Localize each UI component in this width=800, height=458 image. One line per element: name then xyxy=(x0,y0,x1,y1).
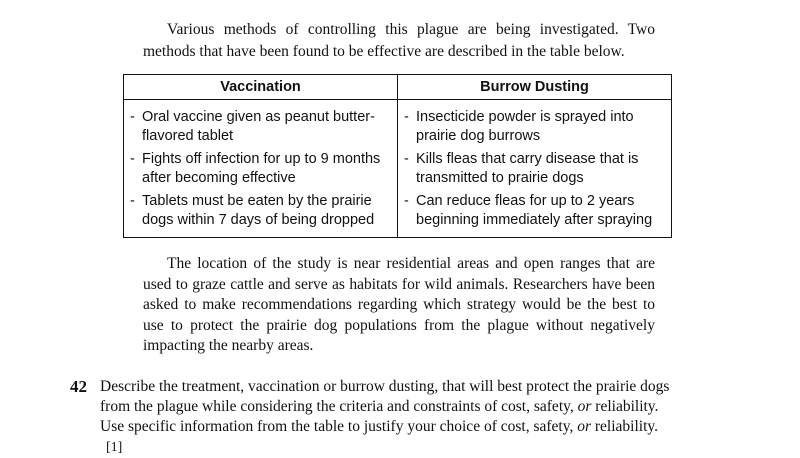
list-item-text: Oral vaccine given as peanut butter-flavored tablet xyxy=(142,109,375,144)
list-item-text: Can reduce fleas for up to 2 years beginning immediately after spraying xyxy=(416,193,653,228)
bullet-dash: - xyxy=(404,109,409,125)
list-item-text: Kills fleas that carry disease that is transmitted to prairie dogs xyxy=(416,151,639,186)
list-item xyxy=(404,108,665,146)
question-emphasis-or: or xyxy=(577,418,591,435)
vaccination-list xyxy=(130,108,391,230)
question-text xyxy=(100,377,680,458)
bullet-dash: - xyxy=(130,151,135,167)
question-emphasis-or: or xyxy=(577,398,592,415)
credit-value: [1] xyxy=(106,440,123,455)
list-item xyxy=(404,150,665,188)
header-burrow-dusting: Burrow Dusting xyxy=(398,75,672,100)
list-item xyxy=(130,150,391,188)
list-item xyxy=(130,108,391,146)
burrow-dusting-cell xyxy=(398,100,672,239)
table-body-row xyxy=(124,100,671,239)
list-item xyxy=(404,192,665,230)
methods-table xyxy=(123,74,672,238)
location-paragraph: The location of the study is near residential areas and open ranges that are used to graze cattle and serve as habitats for wild animals. Researchers have been asked to make recommendations regarding which strategy would be the best to use to protect the prairie dog populations from the plague without negatively impacting the nearby areas. xyxy=(143,255,655,354)
question-text-part2: reliability. Use specific information from the table to justify your choice of cost, safety, xyxy=(100,398,659,435)
list-item-text: Fights off infection for up to 9 months after becoming effective xyxy=(142,151,381,186)
bullet-dash: - xyxy=(404,151,409,167)
question-number: 42 xyxy=(70,377,87,396)
bullet-dash: - xyxy=(404,193,409,209)
list-item-text: Tablets must be eaten by the prairie dogs within 7 days of being dropped xyxy=(142,193,375,228)
header-vaccination: Vaccination xyxy=(124,75,398,100)
methods-table-grid xyxy=(124,75,671,238)
vaccination-cell xyxy=(124,100,398,239)
table-header-row xyxy=(124,75,671,100)
question-text-part3: reliability. xyxy=(594,418,659,435)
intro-paragraph: Various methods of controlling this plague are being investigated. Two methods that have been found to be effective are described in the table below. xyxy=(143,21,655,60)
list-item xyxy=(130,192,391,230)
question-text-part1: Describe the treatment, vaccination or burrow dusting, that will best protect the prairie dogs from the plague while considering the criteria and constraints of cost, safety, xyxy=(100,378,670,415)
list-item-text: Insecticide powder is sprayed into prairie dog burrows xyxy=(416,109,634,144)
burrow-dusting-list xyxy=(404,108,665,230)
question-42 xyxy=(70,377,680,458)
bullet-dash: - xyxy=(130,193,135,209)
bullet-dash: - xyxy=(130,109,135,125)
